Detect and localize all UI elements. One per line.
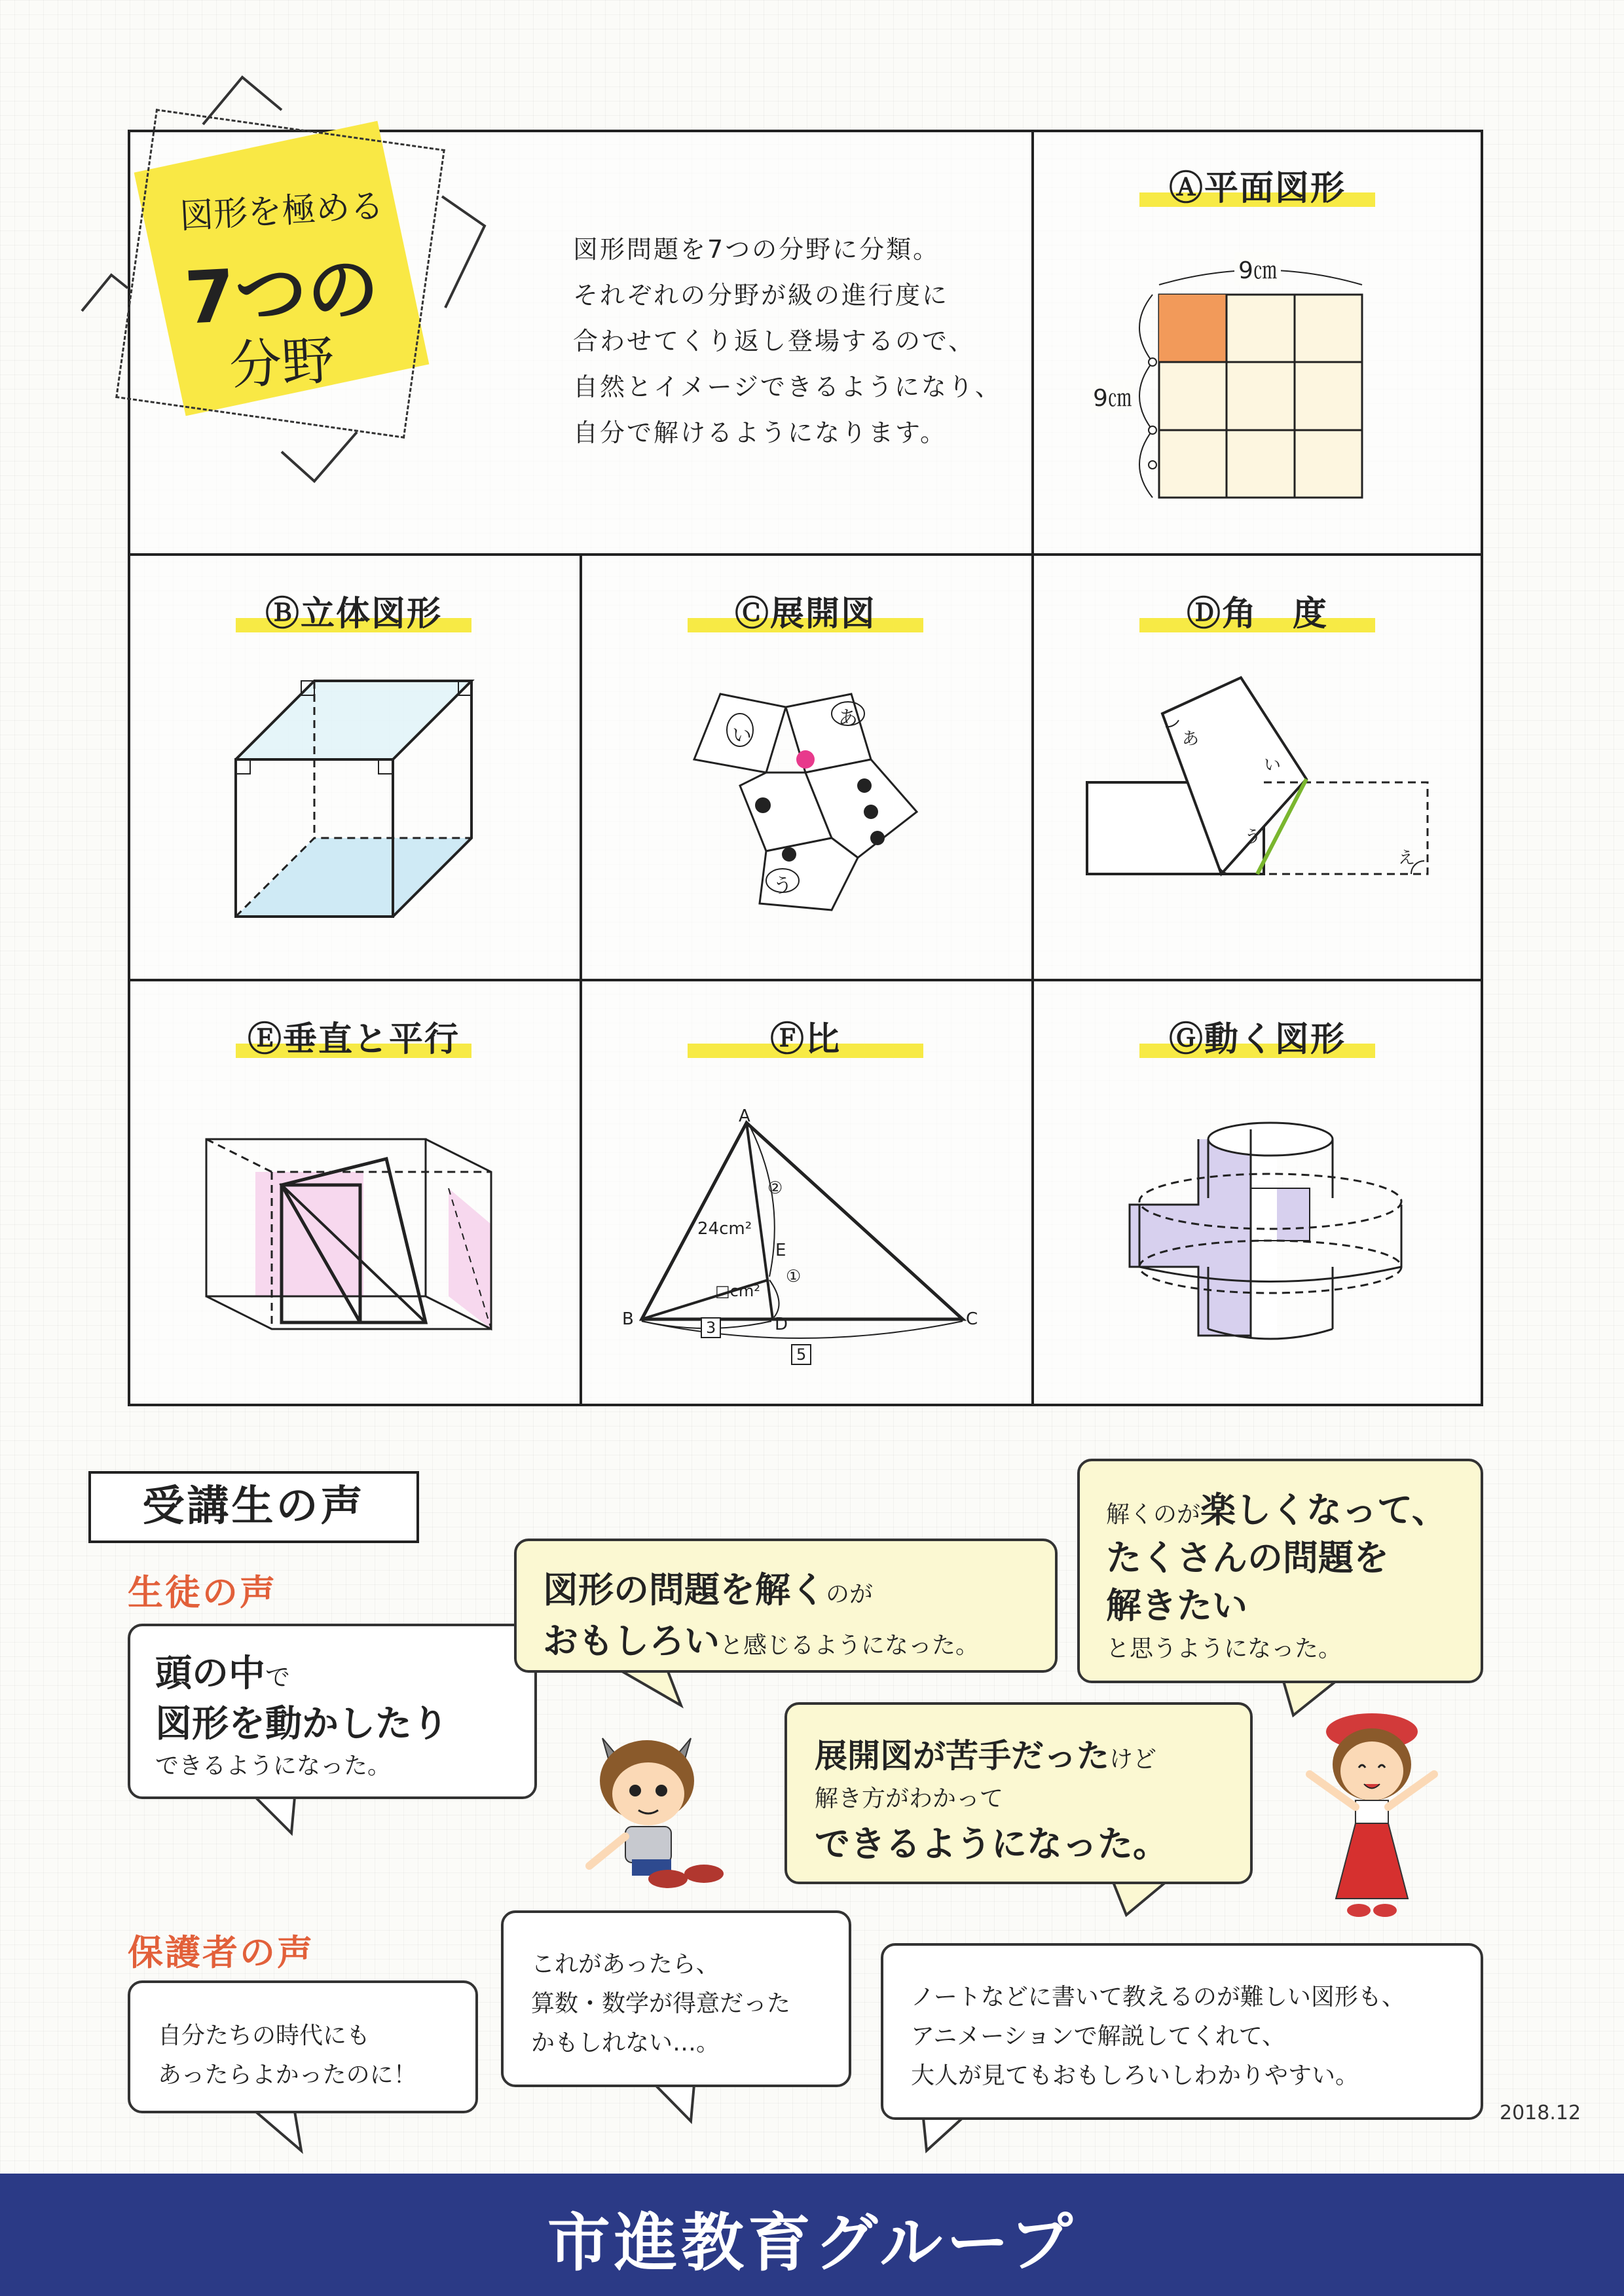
field-a-dim-left: 9㎝: [1090, 380, 1134, 413]
parents-heading: 保護者の声: [128, 1932, 314, 1973]
students-heading: 生徒の声: [128, 1572, 277, 1613]
field-f-unknown-area: □cm²: [715, 1282, 760, 1300]
field-d-label-a: あ: [1182, 729, 1200, 749]
field-d-label-e: え: [1398, 848, 1416, 868]
intro-badge-line1: 図形を極める: [178, 186, 385, 237]
voices-header: 受講生の声: [88, 1471, 419, 1543]
field-f-label-D: D: [775, 1315, 788, 1334]
parent-voice-1: [128, 1980, 478, 2113]
field-c-label-a: あ: [838, 707, 858, 730]
student-voice-4: [784, 1702, 1253, 1884]
girl-character-illustration: [1287, 1702, 1457, 1918]
field-f-label-A: A: [739, 1106, 750, 1126]
intro-description-line: 自分で解けるようになります。: [573, 418, 947, 447]
field-f-ratio-2: ②: [767, 1178, 783, 1198]
parent-voice-2-text: かもしれない…。: [531, 2030, 720, 2056]
field-a-dim-top: 9㎝: [1234, 252, 1281, 285]
organization-name: 市進教育グループ: [547, 2206, 1077, 2280]
field-c-title: Ⓒ展開図: [688, 586, 923, 635]
student-voice-4-text: 解き方がわかって: [815, 1785, 1004, 1812]
student-voice-1-text: で: [265, 1663, 291, 1692]
parent-voice-3-text: アニメーションで解説してくれて、: [911, 2023, 1286, 2050]
student-voice-2-text: おもしろい: [543, 1620, 720, 1662]
field-f-ratio-1: ①: [786, 1267, 802, 1286]
field-f-label-B: B: [622, 1309, 634, 1329]
field-d-label-u: う: [1244, 828, 1262, 847]
field-g-title: Ⓖ動く図形: [1139, 1011, 1375, 1061]
intro-badge-line2: 7つの: [183, 246, 381, 340]
field-f-title: Ⓕ比: [688, 1011, 923, 1061]
student-voice-1-text: できるようになった。: [155, 1753, 392, 1779]
student-voice-3-text: 解くのが: [1106, 1501, 1201, 1528]
student-voice-2-text: 図形の問題を解く: [543, 1569, 826, 1611]
parent-voice-2-text: これがあったら、: [531, 1951, 720, 1978]
field-e-title: Ⓔ垂直と平行: [236, 1011, 471, 1061]
student-voice-1-text: 図形を動かしたり: [155, 1703, 449, 1745]
field-f-label-E: E: [775, 1241, 786, 1260]
parent-voice-3-text: ノートなどに書いて教えるのが難しい図形も、: [911, 1984, 1405, 2011]
student-voice-4-text: できるようになった。: [815, 1823, 1168, 1865]
parent-voice-2: [501, 1910, 851, 2087]
student-voice-1: [128, 1624, 537, 1799]
intro-badge-line3: 分野: [228, 329, 336, 397]
field-a-title: Ⓐ平面図形: [1139, 160, 1375, 210]
boy-character-illustration: [570, 1722, 753, 1905]
student-voice-4-text: 展開図が苦手だった: [815, 1737, 1109, 1775]
student-voice-3-text: 楽しくなって、: [1200, 1489, 1447, 1531]
student-voice-2: [514, 1539, 1058, 1673]
publication-date: 2018.12: [1500, 2102, 1581, 2124]
intro-description-line: それぞれの分野が級の進行度に: [573, 281, 950, 310]
parent-voice-3-text: 大人が見てもおもしろいしわかりやすい。: [911, 2062, 1359, 2089]
student-voice-4-text: けど: [1109, 1746, 1157, 1773]
field-f-base-5: 5: [791, 1344, 811, 1365]
intro-description-line: 図形問題を7つの分野に分類。: [573, 235, 940, 264]
parent-voice-2-text: 算数・数学が得意だった: [531, 1990, 791, 2017]
student-voice-2-text: と感じるようになった。: [720, 1632, 980, 1659]
student-voice-3-text: と思うようになった。: [1106, 1635, 1342, 1662]
parent-voice-1-text: 自分たちの時代にも: [158, 2022, 371, 2049]
student-voice-3: [1077, 1459, 1483, 1683]
student-voice-3-text: 解きたい: [1106, 1585, 1247, 1626]
parent-voice-1-text: あったらよかったのに！: [158, 2062, 417, 2088]
intro-description-line: 合わせてくり返し登場するので、: [573, 327, 976, 355]
parent-voice-3: [881, 1943, 1483, 2120]
field-f-base-3: 3: [701, 1317, 721, 1338]
field-f-label-C: C: [966, 1309, 978, 1329]
student-voice-3-text: たくさんの問題を: [1106, 1537, 1389, 1578]
field-d-label-i: い: [1264, 756, 1282, 775]
field-d-title: Ⓓ角 度: [1139, 586, 1375, 635]
intro-description-line: 自然とイメージできるようになり、: [573, 373, 1002, 401]
field-b-title: Ⓑ立体図形: [236, 586, 471, 635]
field-f-area: 24cm²: [697, 1219, 752, 1239]
field-c-label-u: う: [773, 875, 792, 898]
student-voice-2-text: のが: [826, 1581, 874, 1608]
field-c-label-i: い: [732, 724, 752, 747]
student-voice-1-text: 頭の中: [155, 1652, 265, 1695]
